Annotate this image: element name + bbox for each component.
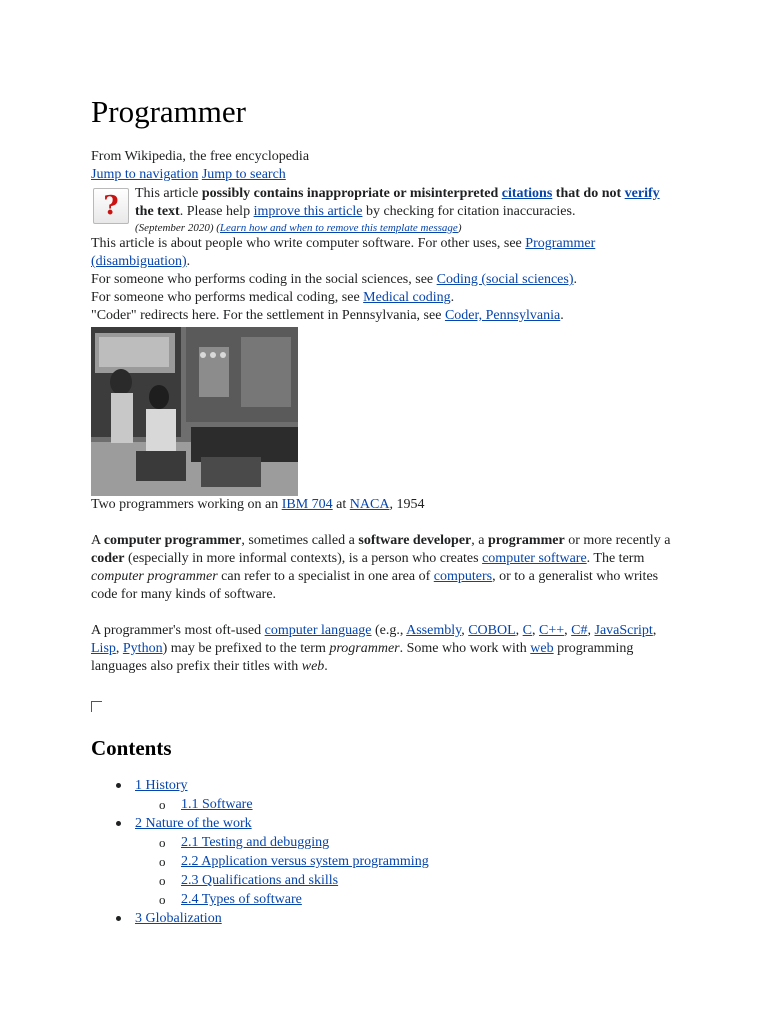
hatnote-text: For someone who performs coding in the social sciences, see [91, 272, 437, 287]
computer-language-link[interactable]: computer language [264, 623, 372, 638]
italic-term: web [301, 659, 325, 674]
figure [91, 327, 681, 514]
hatnote-dot: . [186, 254, 191, 269]
web-link[interactable]: web [530, 641, 554, 656]
text: programming languages also prefix their titles with [91, 641, 634, 674]
toc-subitem [135, 890, 681, 909]
warning-date-end: ) [457, 222, 462, 234]
separator: , [587, 623, 595, 638]
toc-subitem [135, 871, 681, 890]
separator: , [461, 623, 469, 638]
naca-link[interactable]: NACA [349, 497, 390, 512]
cobol-link[interactable]: COBOL [468, 623, 516, 638]
question-mark-glyph: ? [103, 191, 119, 221]
ibm-704-photo[interactable] [91, 327, 298, 496]
text: can refer to a specialist in one area of [217, 569, 434, 584]
computers-link[interactable]: computers [433, 569, 493, 584]
text: A programmer's most oft-used [91, 623, 265, 638]
verify-link[interactable]: verify [624, 186, 660, 201]
text: ) may be prefixed to the term [162, 641, 330, 656]
warning-bold: the text [135, 204, 180, 219]
text: (especially in more informal contexts), is a person who creates [124, 551, 483, 566]
text: . The term [586, 551, 645, 566]
medical-coding-link[interactable]: Medical coding [363, 290, 451, 305]
warning-bold: that do not [552, 186, 625, 201]
toc-link-types-of-software[interactable]: 2.4 Types of software [181, 892, 302, 907]
hatnote-coder-redirect [91, 307, 681, 325]
jump-links [91, 166, 681, 184]
hatnote-about [91, 235, 681, 271]
warning-text: by checking for citation inaccuracies. [362, 204, 576, 219]
c-link[interactable]: C [522, 623, 533, 638]
computer-software-link[interactable]: computer software [482, 551, 587, 566]
bold-term: software developer [358, 533, 472, 548]
citation-warning-box [91, 185, 681, 235]
toc-link-testing-debugging[interactable]: 2.1 Testing and debugging [181, 835, 330, 850]
separator: , [564, 623, 572, 638]
csharp-link[interactable]: C# [571, 623, 588, 638]
coding-social-sciences-link[interactable]: Coding (social sciences) [436, 272, 574, 287]
toc-link-nature-of-work[interactable]: 2 Nature of the work [135, 816, 252, 831]
toc-link-globalization[interactable]: 3 Globalization [135, 911, 222, 926]
toc-subitem [135, 833, 681, 852]
toc-item [91, 814, 681, 909]
jump-to-search-link[interactable]: Jump to search [201, 167, 286, 182]
hatnote-text: "Coder" redirects here. For the settlement in Pennsylvania, see [91, 308, 445, 323]
assembly-link[interactable]: Assembly [406, 623, 462, 638]
improve-article-link[interactable]: improve this article [253, 204, 363, 219]
page-title: Programmer [91, 94, 246, 129]
bold-term: programmer [487, 533, 565, 548]
citations-link[interactable]: citations [501, 186, 553, 201]
caption-text: , 1954 [389, 497, 425, 512]
toc-item [91, 776, 681, 814]
warning-date-text: (September 2020) ( [135, 222, 220, 234]
warning-date [135, 221, 681, 235]
toc-link-qualifications[interactable]: 2.3 Qualifications and skills [181, 873, 339, 888]
toc-subitem [135, 852, 681, 871]
programmer-disambiguation-link[interactable]: Programmer (disambiguation) [91, 236, 596, 269]
article-content [91, 92, 681, 928]
contents-heading: Contents [91, 736, 172, 760]
text: . [324, 659, 328, 674]
warning-bold: possibly contains inappropriate or misinterpreted [201, 186, 502, 201]
caption-text: Two programmers working on an [91, 497, 282, 512]
toc-item [91, 909, 681, 928]
lisp-link[interactable]: Lisp [91, 641, 116, 656]
python-link[interactable]: Python [122, 641, 163, 656]
toc-link-history[interactable]: 1 History [135, 778, 188, 793]
hatnote-dot: . [573, 272, 577, 287]
photo-illustration [91, 327, 298, 496]
table-of-contents [91, 776, 681, 928]
warning-text: This article [135, 186, 202, 201]
text: or more recently a [564, 533, 671, 548]
toc-link-application-vs-system[interactable]: 2.2 Application versus system programming [181, 854, 429, 869]
separator: , [515, 623, 523, 638]
warning-text: . Please help [179, 204, 254, 219]
hatnote-text: This article is about people who write computer software. For other uses, see [91, 236, 526, 251]
toc-sublist [135, 795, 681, 814]
toc-sublist [135, 833, 681, 909]
jump-to-navigation-link[interactable]: Jump to navigation [91, 167, 199, 182]
separator: , [652, 623, 657, 638]
bold-term: coder [91, 551, 125, 566]
bold-term: computer programmer [103, 533, 242, 548]
javascript-link[interactable]: JavaScript [594, 623, 653, 638]
italic-term: computer programmer [91, 569, 218, 584]
separator: , [115, 641, 123, 656]
caption-text: at [332, 497, 350, 512]
toc-link-software[interactable]: 1.1 Software [181, 797, 253, 812]
text: , a [471, 533, 488, 548]
text: . Some who work with [399, 641, 531, 656]
ibm-704-link[interactable]: IBM 704 [281, 497, 333, 512]
learn-remove-template-link[interactable]: Learn how and when to remove this template message [219, 222, 458, 234]
text: , or to a generalist who writes code for many kinds of software. [91, 569, 659, 602]
cpp-link[interactable]: C++ [539, 623, 565, 638]
hatnote-medical [91, 289, 681, 307]
text: (e.g., [371, 623, 407, 638]
text: A [91, 533, 104, 548]
question-mark-icon [93, 188, 129, 224]
hatnote-dot: . [450, 290, 455, 305]
hatnote-social-sciences [91, 271, 681, 289]
toc-subitem [135, 795, 681, 814]
figure-caption [91, 496, 681, 514]
tagline: From Wikipedia, the free encyclopedia [91, 149, 310, 164]
citation-warning-text [135, 185, 681, 235]
hatnote-dot: . [560, 308, 564, 323]
intro-paragraph [91, 532, 681, 604]
separator: , [532, 623, 540, 638]
languages-paragraph [91, 622, 681, 676]
coder-pennsylvania-link[interactable]: Coder, Pennsylvania [444, 308, 561, 323]
italic-term: programmer [329, 641, 400, 656]
text: , sometimes called a [241, 533, 359, 548]
hatnote-text: For someone who performs medical coding, see [91, 290, 364, 305]
toc-toggle-icon[interactable] [91, 701, 102, 712]
